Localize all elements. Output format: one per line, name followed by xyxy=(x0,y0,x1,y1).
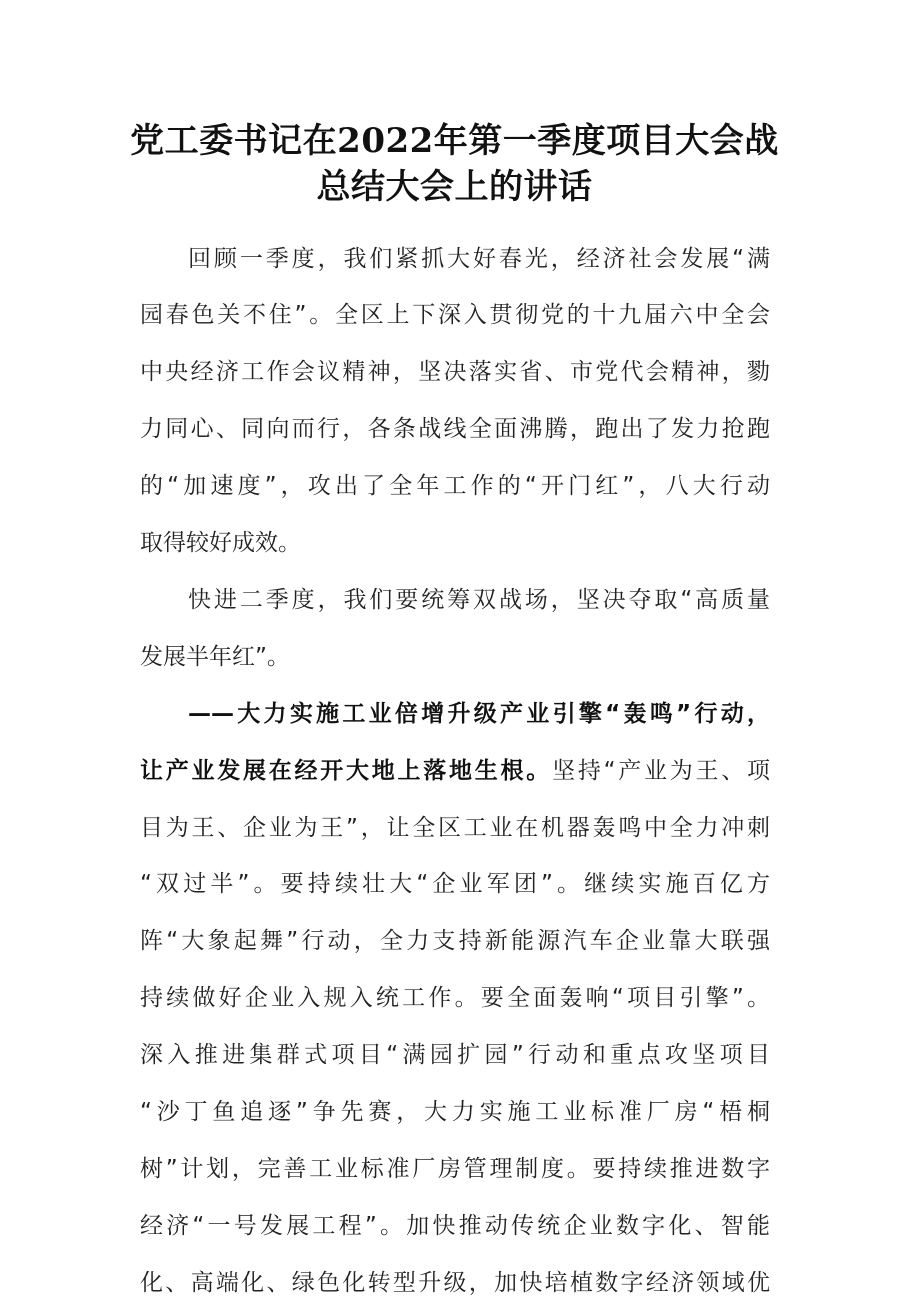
body-text: 快进二季度，我们要统筹双战场，坚决夺取“高质量 xyxy=(188,587,770,613)
bold-heading-text: ——大力实施工业倍增升级产业引擎“轰鸣”行动， xyxy=(188,701,770,727)
title-line-1: 党工委书记在2022年第一季度项目大会战 xyxy=(130,121,779,161)
document-title xyxy=(100,118,809,210)
body-text: 持续做好企业入规入统工作。要全面轰响“项目引擎”。 xyxy=(140,985,770,1011)
body-text: 经济“一号发展工程”。加快推动传统企业数字化、智能 xyxy=(140,1213,770,1239)
body-line xyxy=(140,983,770,1013)
body-text: 发展半年红”。 xyxy=(140,644,290,670)
body-line xyxy=(140,414,770,444)
body-line xyxy=(140,1040,770,1070)
body-line xyxy=(140,869,770,899)
bold-heading-text: 让产业发展在经开大地上落地生根。 xyxy=(140,758,553,784)
body-text: 回顾一季度，我们紧抓大好春光，经济社会发展“满 xyxy=(188,246,770,272)
body-line xyxy=(140,357,770,387)
body-line xyxy=(140,756,770,786)
body-text: 力同心、同向而行，各条战线全面沸腾，跑出了发力抢跑 xyxy=(140,416,770,442)
body-line xyxy=(140,1097,770,1127)
body-line xyxy=(140,642,770,672)
body-text: 的“加速度”，攻出了全年工作的“开门红”，八大行动 xyxy=(140,473,770,499)
body-line xyxy=(140,300,770,330)
body-text: 中央经济工作会议精神，坚决落实省、市党代会精神，勠 xyxy=(140,359,770,385)
body-line xyxy=(140,585,770,615)
body-line xyxy=(140,471,770,501)
body-line xyxy=(140,699,770,729)
body-text: “沙丁鱼追逐”争先赛，大力实施工业标准厂房“梧桐 xyxy=(140,1099,770,1125)
body-line xyxy=(140,1268,770,1298)
body-line xyxy=(140,926,770,956)
body-line xyxy=(140,1211,770,1241)
body-line xyxy=(140,528,770,558)
title-line-2: 总结大会上的讲话 xyxy=(316,167,593,207)
body-text: 园春色关不住”。全区上下深入贯彻党的十九届六中全会 xyxy=(140,302,770,328)
body-text: 化、高端化、绿色化转型升级，加快培植数字经济领域优 xyxy=(140,1270,770,1296)
body-text: 深入推进集群式项目“满园扩园”行动和重点攻坚项目 xyxy=(140,1042,770,1068)
body-text: 坚持“产业为王、项 xyxy=(552,758,771,784)
body-text: 阵“大象起舞”行动，全力支持新能源汽车企业靠大联强 xyxy=(140,928,770,954)
body-line xyxy=(140,813,770,843)
body-text: “双过半”。要持续壮大“企业军团”。继续实施百亿方 xyxy=(140,871,770,897)
body-line xyxy=(140,244,770,274)
body-text: 取得较好成效。 xyxy=(140,530,301,556)
body-line xyxy=(140,1154,770,1184)
body-text: 树”计划，完善工业标准厂房管理制度。要持续推进数字 xyxy=(140,1156,770,1182)
body-text: 目为王、企业为王”，让全区工业在机器轰鸣中全力冲刺 xyxy=(140,815,770,841)
